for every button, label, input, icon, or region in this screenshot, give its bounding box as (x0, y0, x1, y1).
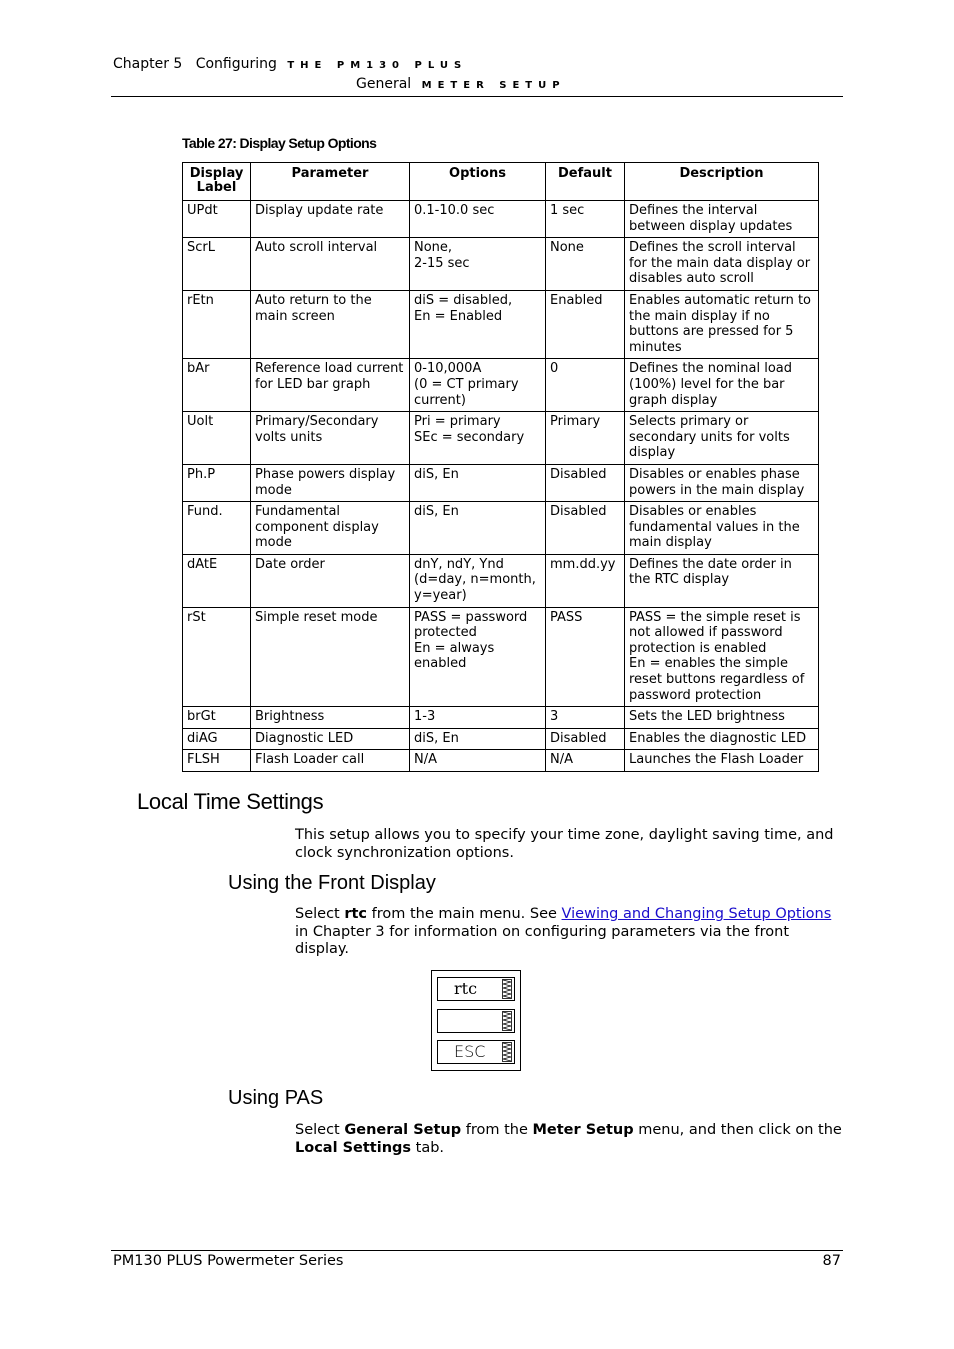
table-cell: Brightness (251, 707, 410, 729)
display-setup-table (182, 162, 819, 772)
table-cell: diS, En (410, 464, 546, 501)
table-cell: mm.dd.yy (546, 554, 625, 607)
table-cell: 0.1-10.0 sec (410, 201, 546, 238)
table-cell: None, 2-15 sec (410, 238, 546, 291)
running-header-section (356, 76, 566, 92)
table-cell: 1-3 (410, 707, 546, 729)
table-cell: 0-10,000A (0 = CT primary current) (410, 359, 546, 412)
page-number: 87 (822, 1253, 841, 1269)
table-cell: Defines the nominal load (100%) level for the bar graph display (625, 359, 819, 412)
led-segment-icon (502, 1042, 512, 1062)
table-row (183, 290, 819, 358)
setup-options-link[interactable]: Viewing and Changing Setup Options (561, 906, 832, 922)
table-cell: Auto return to the main screen (251, 290, 410, 358)
general-setup-term: General Setup (344, 1122, 462, 1138)
led-segment-icon (502, 1011, 512, 1031)
pas-heading: Using PAS (228, 1087, 324, 1109)
table-cell: PASS = the simple reset is not allowed if password protection is enabled En = enables the simple reset buttons regardless of password protection (625, 607, 819, 707)
table-cell: dnY, ndY, Ynd (d=day, n=month, y=year) (410, 554, 546, 607)
led-segment-icon (502, 979, 512, 999)
table-cell: Primary/Secondary volts units (251, 412, 410, 465)
table-cell: N/A (546, 750, 625, 772)
text: Select (295, 906, 345, 922)
header-chapter: Chapter 5 (113, 56, 183, 72)
display-window (437, 977, 515, 1001)
table-cell: Selects primary or secondary units for volts display (625, 412, 819, 465)
footer-rule (111, 1250, 843, 1251)
display-text: ESC (454, 1042, 486, 1061)
pas-paragraph (295, 1122, 845, 1157)
table-header-row (183, 163, 819, 201)
table-row (183, 412, 819, 465)
table-cell: diS = disabled, En = Enabled (410, 290, 546, 358)
table-row (183, 502, 819, 555)
table-cell: Enabled (546, 290, 625, 358)
table-cell: Phase powers display mode (251, 464, 410, 501)
table-row (183, 707, 819, 729)
header-general: General (356, 76, 412, 92)
table-row (183, 238, 819, 291)
table-row (183, 554, 819, 607)
text: from the main menu. See (367, 906, 562, 922)
col-header: Display Label (183, 163, 251, 201)
running-header-chapter (113, 56, 467, 72)
table-row (183, 359, 819, 412)
table-row (183, 750, 819, 772)
table-cell: dAtE (183, 554, 251, 607)
front-display-heading: Using the Front Display (228, 872, 436, 894)
table-cell: Uolt (183, 412, 251, 465)
table-cell: diS, En (410, 728, 546, 750)
text: Select (295, 1122, 345, 1138)
table-cell: Launches the Flash Loader (625, 750, 819, 772)
col-header: Default (546, 163, 625, 201)
table-cell: Defines the interval between display updates (625, 201, 819, 238)
front-display-paragraph (295, 906, 845, 959)
table-cell: Diagnostic LED (251, 728, 410, 750)
front-display-figure (431, 970, 521, 1071)
table-cell: Disables or enables fundamental values in the main display (625, 502, 819, 555)
section-title: Local Time Settings (137, 789, 324, 814)
table-cell: Reference load current for LED bar graph (251, 359, 410, 412)
rtc-term: rtc (344, 906, 368, 922)
text: menu, and then click on the (633, 1122, 842, 1138)
table-cell: Disabled (546, 728, 625, 750)
meter-setup-term: Meter Setup (532, 1122, 634, 1138)
local-settings-term: Local Settings (295, 1139, 412, 1156)
table-cell: ScrL (183, 238, 251, 291)
header-configuring: Configuring (195, 56, 277, 72)
table-cell: rEtn (183, 290, 251, 358)
table-cell: diAG (183, 728, 251, 750)
display-text: rtc (454, 979, 478, 998)
table-caption: Table 27: Display Setup Options (182, 135, 377, 151)
table-cell: PASS (546, 607, 625, 707)
table-cell: Pri = primary SEc = secondary (410, 412, 546, 465)
text: tab. (411, 1139, 445, 1156)
table-cell: N/A (410, 750, 546, 772)
table-cell: Disables or enables phase powers in the main display (625, 464, 819, 501)
table-cell: 0 (546, 359, 625, 412)
table-cell: Enables automatic return to the main display if no buttons are pressed for 5 minutes (625, 290, 819, 358)
table-cell: rSt (183, 607, 251, 707)
text: from the (461, 1122, 533, 1138)
header-product: THE PM130 PLUS (287, 60, 468, 71)
col-header: Parameter (251, 163, 410, 201)
table-row (183, 201, 819, 238)
table-cell: brGt (183, 707, 251, 729)
display-window (437, 1009, 515, 1033)
table-cell: UPdt (183, 201, 251, 238)
table-cell: Ph.P (183, 464, 251, 501)
table-cell: Date order (251, 554, 410, 607)
table-row (183, 464, 819, 501)
table-cell: Disabled (546, 502, 625, 555)
table-cell: Fundamental component display mode (251, 502, 410, 555)
table-cell: Auto scroll interval (251, 238, 410, 291)
table-cell: Defines the date order in the RTC display (625, 554, 819, 607)
footer-title: PM130 PLUS Powermeter Series (113, 1253, 344, 1269)
text: in Chapter 3 for information on configuring parameters via the front display. (295, 923, 790, 957)
header-rule (111, 96, 843, 97)
table-row (183, 728, 819, 750)
table-cell: Simple reset mode (251, 607, 410, 707)
header-meter-setup: METER SETUP (421, 80, 566, 91)
table-cell: FLSH (183, 750, 251, 772)
col-header: Description (625, 163, 819, 201)
table-cell: None (546, 238, 625, 291)
display-window (437, 1040, 515, 1064)
table-cell: Enables the diagnostic LED (625, 728, 819, 750)
table-cell: Defines the scroll interval for the main data display or disables auto scroll (625, 238, 819, 291)
table-cell: Flash Loader call (251, 750, 410, 772)
table-cell: 3 (546, 707, 625, 729)
table-cell: Display update rate (251, 201, 410, 238)
table-row (183, 607, 819, 707)
table-cell: Primary (546, 412, 625, 465)
table-cell: diS, En (410, 502, 546, 555)
table-cell: Fund. (183, 502, 251, 555)
section-intro: This setup allows you to specify your time zone, daylight saving time, and clock synchronization options. (295, 827, 834, 861)
table-cell: Sets the LED brightness (625, 707, 819, 729)
table-cell: Disabled (546, 464, 625, 501)
table-cell: 1 sec (546, 201, 625, 238)
table-cell: bAr (183, 359, 251, 412)
table-cell: PASS = password protected En = always enabled (410, 607, 546, 707)
col-header: Options (410, 163, 546, 201)
